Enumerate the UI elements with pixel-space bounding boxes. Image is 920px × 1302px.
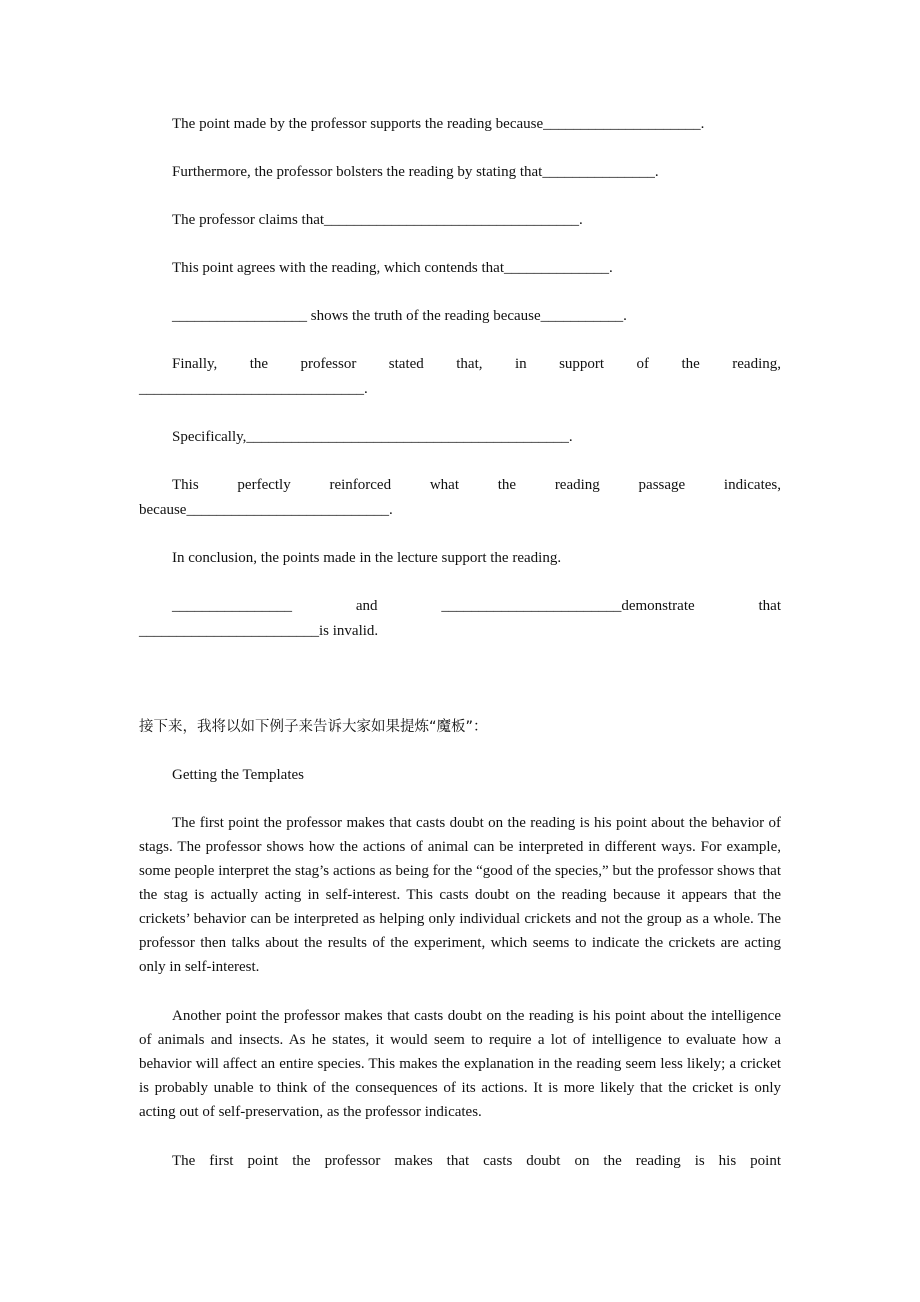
template-line-agrees: This point agrees with the reading, which contends that______________.: [172, 260, 613, 276]
example-paragraph-2: Another point the professor makes that casts doubt on the reading is his point about the intelligence of animals and insects. As he states, it would seem to require a lot of intelligence to evaluate how a behavior will affect an entire species. This makes the explanation in the reading seem less likely; a cricket is probably unable to think of the consequences of its actions. It is more likely that the cricket is only acting out of self-preservation, as the professor indicates.: [139, 1008, 781, 1120]
template-line-shows-truth: __________________ shows the truth of the reading because___________.: [172, 308, 627, 324]
template-line-supports: The point made by the professor supports the reading because_____________________.: [172, 116, 705, 132]
example-paragraph-1: The first point the professor makes that casts doubt on the reading is his point about the behavior of stags. The professor shows how the actions of animal can be interpreted in different ways. For example, some people interpret the stag’s actions as being for the “good of the species,” but the professor shows that the stag is actually acting in self-interest. This casts doubt on the reading because it appears that the crickets’ behavior can be interpreted as helping only individual crickets and not the group as a whole. The professor then talks about the results of the experiment, which seems to indicate the crickets are acting only in self-interest.: [139, 815, 781, 975]
template-line-finally-blank: ______________________________.: [139, 381, 368, 397]
template-line-claims: The professor claims that__________________________________.: [172, 212, 583, 228]
template-line-reinforced: This perfectly reinforced what the reading passage indicates,: [172, 477, 781, 493]
template-line-finally: Finally, the professor stated that, in support of the reading,: [172, 356, 781, 372]
template-line-reinforced-because: because___________________________.: [139, 502, 393, 518]
template-line-invalid: ________________________is invalid.: [139, 623, 379, 639]
chinese-intro: 接下来，我将以如下例子来告诉大家如果提炼“魔板”：: [139, 719, 488, 735]
template-line-demonstrate: ________________ and ________________________demonstrate that: [172, 598, 781, 614]
section-title: Getting the Templates: [172, 767, 304, 783]
template-line-conclusion: In conclusion, the points made in the lecture support the reading.: [172, 550, 562, 566]
example-paragraph-3-start: The first point the professor makes that casts doubt on the reading is his point: [172, 1153, 781, 1169]
template-line-bolsters: Furthermore, the professor bolsters the reading by stating that_______________.: [172, 164, 659, 180]
template-line-specifically: Specifically,___________________________________________.: [172, 429, 573, 445]
